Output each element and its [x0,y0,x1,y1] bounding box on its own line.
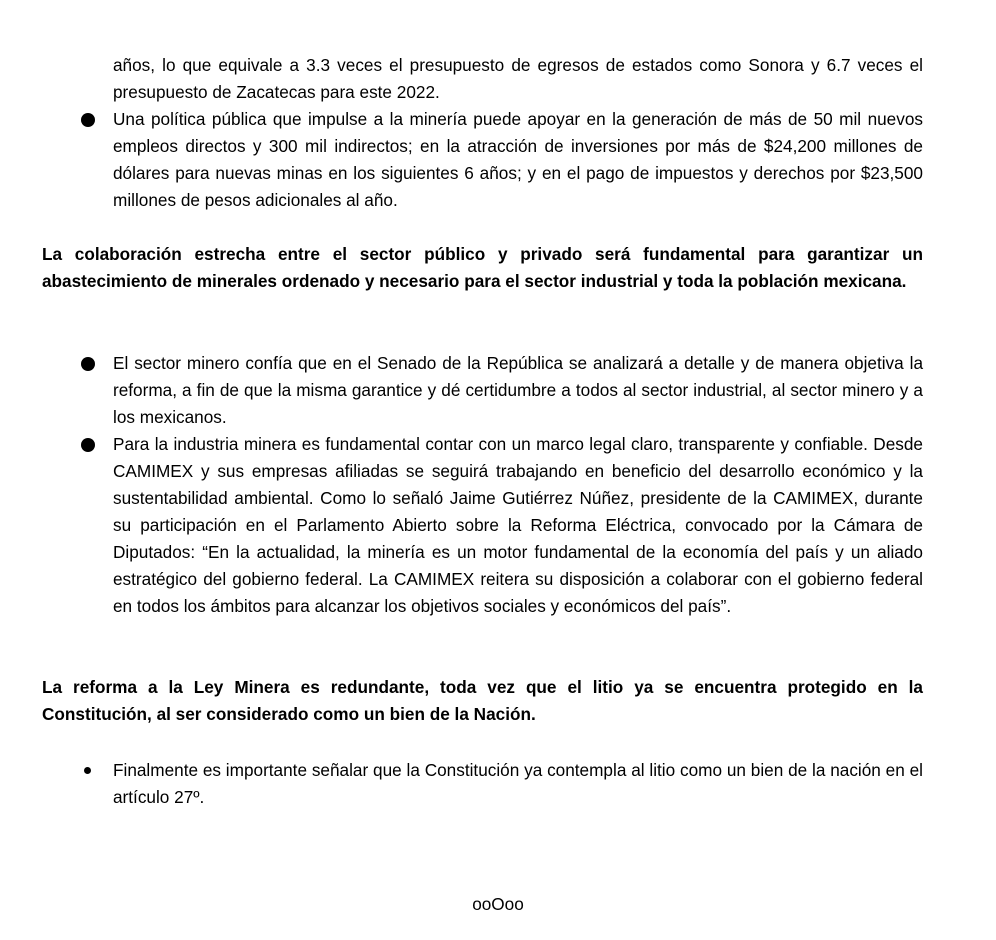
bullet-icon [81,438,95,452]
bullet-icon [81,357,95,371]
section-heading-reform: La reforma a la Ley Minera es redundante, toda vez que el litio ya se encuentra protegido en la Constitución, al ser considerado como un bien de la Nación. [42,677,923,724]
continuation-paragraph: años, lo que equivale a 3.3 veces el presupuesto de egresos de estados como Sonora y 6.7 veces el presupuesto de Zacatecas para este 2022. [113,55,923,102]
bullet-item-legal-framework: Para la industria minera es fundamental contar con un marco legal claro, transparente y confiable. Desde CAMIMEX y sus empresas afiliadas se seguirá trabajando en beneficio del desarrollo económico y la sustentabilidad ambiental. Como lo señaló Jaime Gutiérrez Núñez, presidente de la CAMIMEX, durante su participación en el Parlamento Abierto sobre la Reforma Eléctrica, convocado por la Cámara de Diputados: “En la actualidad, la minería es un motor fundamental de la economía del país y un aliado estratégico del gobierno federal. La CAMIMEX reitera su disposición a colaborar con el gobierno federal en todos los ámbitos para alcanzar los objetivos sociales y económicos del país”. [113,434,923,616]
bullet-item-mining-policy: Una política pública que impulse a la minería puede apoyar en la generación de más de 50 mil nuevos empleos directos y 300 mil indirectos; en la atracción de inversiones por más de $24,200 millones de dólares para nuevas minas en los siguientes 6 años; y en el pago de impuestos y derechos por $23,500 millones de pesos adicionales al año. [113,109,923,210]
section-heading-collaboration: La colaboración estrecha entre el sector público y privado será fundamental para garantizar un abastecimiento de minerales ordenado y necesario para el sector industrial y toda la población mexicana. [42,244,923,291]
bullet-item-constitution: Finalmente es importante señalar que la Constitución ya contempla al litio como un bien de la nación en el artículo 27º. [113,760,923,807]
bullet-icon [81,113,95,127]
bullet-item-senate: El sector minero confía que en el Senado de la República se analizará a detalle y de manera objetiva la reforma, a fin de que la misma garantice y dé certidumbre a todos al sector industrial, al sector minero y a los mexicanos. [113,353,923,427]
bullet-icon [84,767,91,774]
end-mark: ooOoo [472,894,524,914]
